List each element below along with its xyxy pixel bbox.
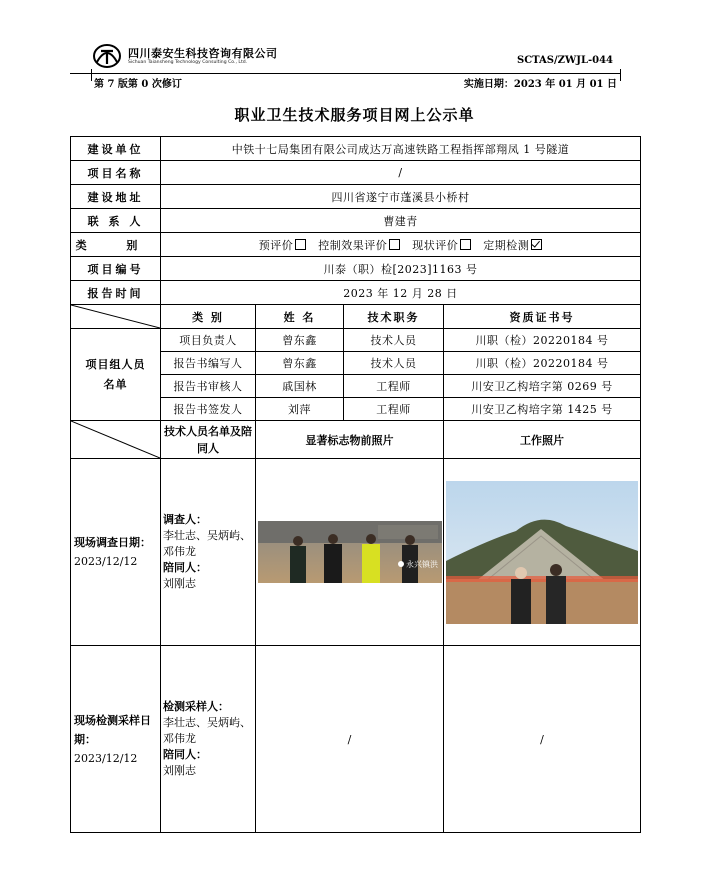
diagonal-cell — [71, 305, 161, 329]
row-contact — [71, 209, 641, 233]
category-option-periodic-test[interactable] — [483, 237, 542, 253]
survey-date-value: 2023/12/12 — [74, 555, 138, 568]
member-row — [71, 329, 641, 352]
members-header-row — [71, 305, 641, 329]
sign-photo-column-header: 显著标志物前照片 — [256, 421, 444, 459]
member-cert: 川职（检）20220184 号 — [444, 352, 641, 375]
category-option-status-evaluation[interactable] — [412, 237, 483, 253]
member-name: 戚国林 — [256, 375, 344, 398]
project-name-value: / — [161, 161, 641, 185]
sampling-row — [71, 646, 641, 833]
contact-label: 联 系 人 — [71, 209, 161, 233]
survey-work-photo-cell — [444, 459, 641, 646]
diagonal-line-icon — [71, 421, 160, 458]
project-name-label: 项目名称 — [71, 161, 161, 185]
members-group-label: 项目组人员名单 — [71, 329, 161, 421]
member-name: 曾东鑫 — [256, 329, 344, 352]
header-divider-tick — [620, 69, 621, 81]
category-option-label: 控制效果评价 — [318, 238, 388, 252]
survey-escort-label: 陪同人： — [163, 561, 207, 574]
checkbox-icon[interactable] — [460, 239, 471, 250]
member-cert: 川安卫乙构培字第 0269 号 — [444, 375, 641, 398]
persons-column-header: 技术人员名单及陪同人 — [161, 421, 256, 459]
sampling-persons-cell — [161, 646, 256, 833]
address-value: 四川省遂宁市蓬溪县小桥村 — [161, 185, 641, 209]
survey-date-label: 现场调查日期： — [74, 536, 151, 549]
category-option-pre-evaluation[interactable] — [259, 237, 319, 253]
document-title: 职业卫生技术服务项目网上公示单 — [234, 106, 475, 124]
sampling-staff-value: 李壮志、吴炳屿、邓伟龙 — [163, 716, 251, 745]
member-role: 报告书签发人 — [161, 398, 256, 421]
sampling-sign-photo-cell: / — [256, 646, 444, 833]
header-divider-tick — [91, 69, 92, 81]
sampling-escort-value: 刘刚志 — [163, 764, 196, 777]
row-report-time — [71, 281, 641, 305]
member-role: 报告书编写人 — [161, 352, 256, 375]
location-pin-icon — [398, 561, 404, 567]
survey-escort-value: 刘刚志 — [163, 577, 196, 590]
survey-staff-label: 调查人： — [163, 513, 207, 526]
survey-date-cell — [71, 459, 161, 646]
row-project-no — [71, 257, 641, 281]
sampling-staff-label: 检测采样人： — [163, 700, 229, 713]
diagonal-line-icon — [71, 305, 160, 328]
company-logo — [92, 42, 322, 70]
report-time-value: 2023 年 12 月 28 日 — [161, 281, 641, 305]
member-title: 工程师 — [344, 375, 444, 398]
landmark-photo — [258, 521, 442, 583]
checkbox-checked-icon[interactable] — [531, 239, 542, 250]
members-header-role: 类 别 — [161, 305, 256, 329]
checkbox-icon[interactable] — [389, 239, 400, 250]
photo-header-row — [71, 421, 641, 459]
member-role: 报告书审核人 — [161, 375, 256, 398]
checkbox-icon[interactable] — [295, 239, 306, 250]
publicity-form-table — [70, 136, 641, 833]
sampling-date-label: 现场检测采样日期： — [74, 713, 151, 746]
work-photo — [446, 481, 638, 624]
members-header-title: 技术职务 — [344, 305, 444, 329]
header-divider — [70, 73, 621, 74]
category-option-control-effect[interactable] — [318, 237, 412, 253]
construction-unit-value: 中铁十七局集团有限公司成达万高速铁路工程指挥部翔凤 1 号隧道 — [161, 137, 641, 161]
work-photo-column-header: 工作照片 — [444, 421, 641, 459]
survey-row — [71, 459, 641, 646]
category-label: 类 别 — [71, 233, 161, 257]
survey-staff-value: 李壮志、吴炳屿、邓伟龙 — [163, 529, 251, 558]
report-time-label: 报告时间 — [71, 281, 161, 305]
members-header-cert: 资质证书号 — [444, 305, 641, 329]
category-options — [161, 233, 641, 257]
document-code: SCTAS/ZWJL-044 — [516, 55, 613, 66]
member-cert: 川安卫乙构培字第 1425 号 — [444, 398, 641, 421]
member-cert: 川职（检）20220184 号 — [444, 329, 641, 352]
row-category — [71, 233, 641, 257]
diagonal-cell — [71, 421, 161, 459]
survey-sign-photo-cell — [256, 459, 444, 646]
address-label: 建设地址 — [71, 185, 161, 209]
construction-unit-label: 建设单位 — [71, 137, 161, 161]
project-no-value: 川泰（职）检[2023]1163 号 — [161, 257, 641, 281]
sampling-escort-label: 陪同人： — [163, 748, 207, 761]
project-no-label: 项目编号 — [71, 257, 161, 281]
member-role: 项目负责人 — [161, 329, 256, 352]
row-construction-unit — [71, 137, 641, 161]
implementation-date: 实施日期：2023 年 01 月 01 日 — [463, 79, 617, 90]
category-option-label: 现状评价 — [412, 238, 459, 252]
members-header-name: 姓 名 — [256, 305, 344, 329]
row-project-name — [71, 161, 641, 185]
version-text: 第 7 版第 0 次修订 — [94, 79, 182, 90]
company-name-cn: 四川泰安生科技咨询有限公司 — [128, 47, 278, 60]
member-title: 技术人员 — [344, 352, 444, 375]
photo-watermark: 永兴镇洪 — [405, 560, 438, 569]
sampling-date-value: 2023/12/12 — [74, 751, 138, 765]
company-logo-icon — [92, 42, 122, 70]
category-option-label: 定期检测 — [483, 238, 530, 252]
contact-value: 曹建青 — [161, 209, 641, 233]
sampling-work-photo-cell: / — [444, 646, 641, 833]
member-name: 刘萍 — [256, 398, 344, 421]
company-name-en: Sichuan Taiansheng Technology Consulting Co., Ltd. — [128, 60, 248, 65]
category-option-label: 预评价 — [258, 238, 294, 252]
member-title: 工程师 — [344, 398, 444, 421]
member-name: 曾东鑫 — [256, 352, 344, 375]
row-address — [71, 185, 641, 209]
sampling-date-cell — [71, 646, 161, 833]
member-title: 技术人员 — [344, 329, 444, 352]
survey-persons-cell — [161, 459, 256, 646]
